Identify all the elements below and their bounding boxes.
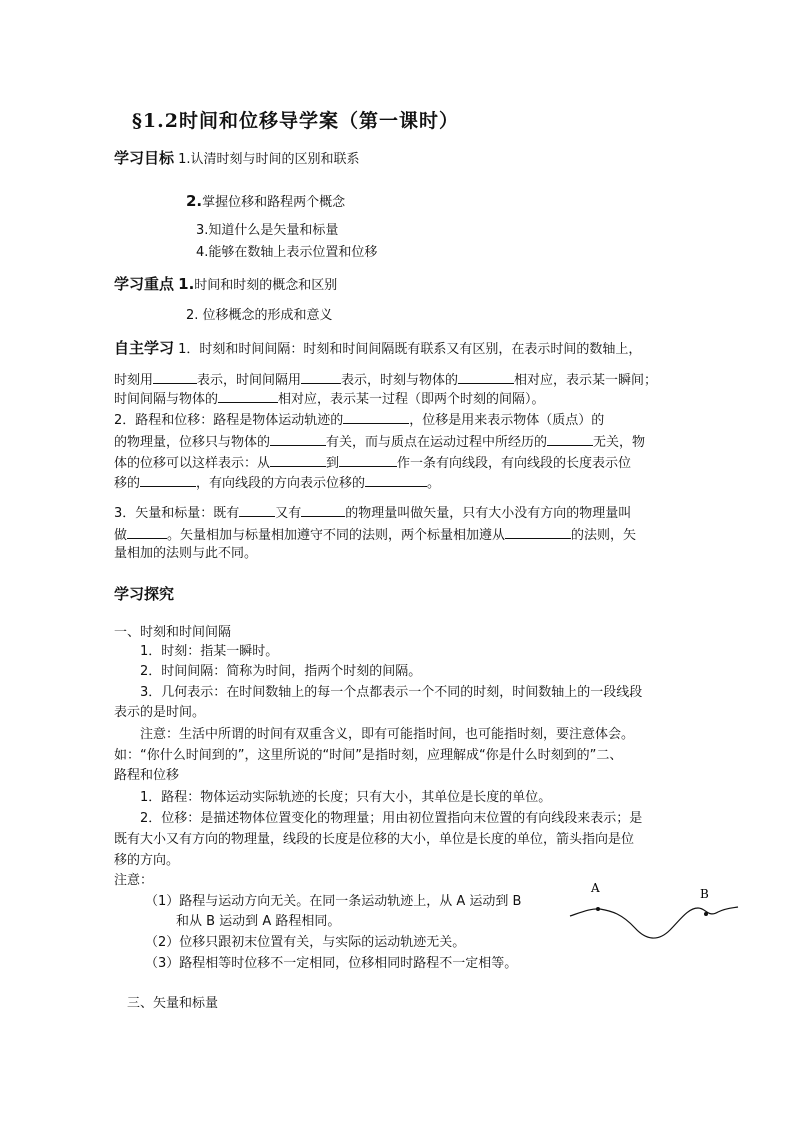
blank-field[interactable] (270, 433, 326, 446)
self-p3-line-3: 量相加的法则与此不同。 (114, 546, 258, 561)
blank-field[interactable] (505, 526, 571, 539)
trajectory-curve (570, 907, 738, 938)
goal-2-text: 掌握位移和路程两个概念 (202, 195, 346, 210)
text: 做 (114, 528, 128, 543)
note-item-1-line-2: 和从 B 运动到 A 路程相同。 (176, 914, 341, 929)
blank-field[interactable] (127, 526, 167, 539)
goal-2-number: 2. (186, 192, 203, 210)
blank-field[interactable] (339, 454, 397, 467)
text: 有关，而与质点在运动过程中所经历的 (326, 435, 548, 450)
text: 时间间隔与物体的 (114, 392, 219, 407)
text: 相对应，表示某一瞬间； (514, 373, 658, 388)
text: 表示，时刻与物体的 (341, 373, 459, 388)
text: 的物理量，位移只与物体的 (114, 435, 271, 450)
self-p1-text-1: 1．时刻和时间间隔：时刻和时间间隔既有联系又有区别，在表示时间的数轴上， (178, 342, 642, 357)
blank-field[interactable] (239, 504, 275, 517)
key-heading: 学习重点 (114, 275, 175, 293)
text: 表示，时间间隔用 (197, 373, 302, 388)
text: 的物理量叫做矢量，只有大小没有方向的物理量叫 (345, 506, 632, 521)
self-p2-line-1 (114, 411, 604, 429)
page-title: §1.2时间和位移导学案（第一课时） (132, 110, 459, 132)
goal-3: 3.知道什么是矢量和标量 (196, 223, 339, 238)
blank-field[interactable] (301, 504, 345, 517)
text: 移的 (114, 476, 141, 491)
section-3-heading: 三、矢量和标量 (127, 996, 219, 1011)
note-heading: 注意： (114, 873, 154, 888)
key-line-1 (114, 276, 337, 294)
text: 又有 (275, 506, 302, 521)
blank-field[interactable] (343, 411, 409, 424)
note-item-1-line-1: （1）路程与运动方向无关。在同一条运动轨迹上，从 A 运动到 B (145, 894, 522, 909)
self-heading: 自主学习 (114, 339, 175, 357)
text: ，有向线段的方向表示位移的 (196, 476, 366, 491)
s2-item-2-line-2: 既有大小又有方向的物理量，线段的长度是位移的大小，单位是长度的单位，箭头指向是位 (114, 832, 635, 847)
text: 的法则，矢 (571, 528, 637, 543)
text: ，位移是用来表示物体（质点）的 (409, 413, 605, 428)
self-p3-line-1 (114, 504, 631, 522)
blank-field[interactable] (218, 390, 278, 403)
text: 到 (326, 456, 340, 471)
blank-field[interactable] (547, 433, 593, 446)
self-p1-line-3 (114, 390, 545, 408)
text: 。矢量相加与标量相加遵守不同的法则，两个标量相加遵从 (167, 528, 506, 543)
self-p3-line-2 (114, 526, 636, 544)
point-a-dot (596, 907, 600, 911)
note-item-2: （2）位移只跟初末位置有关，与实际的运动轨迹无关。 (145, 935, 466, 950)
note-line-3: 路程和位移 (114, 768, 180, 783)
self-p2-line-2 (114, 433, 645, 451)
blank-field[interactable] (365, 474, 427, 487)
blank-field[interactable] (458, 371, 514, 384)
text: 体的位移可以这样表示：从 (114, 456, 271, 471)
key-1-number: 1. (178, 275, 195, 293)
text: 作一条有向线段，有向线段的长度表示位 (397, 456, 632, 471)
goal-2 (186, 193, 345, 211)
s2-item-2-line-1: 2．位移：是描述物体位置变化的物理量；用由初位置指向末位置的有向线段来表示；是 (140, 811, 643, 826)
s2-item-2-line-3: 移的方向。 (114, 853, 180, 868)
trajectory-figure (560, 878, 750, 948)
note-line-1: 注意：生活中所谓的时间有双重含义，即有可能指时间，也可能指时刻，要注意体会。 (140, 727, 635, 742)
key-1: 时间和时刻的概念和区别 (194, 278, 338, 293)
text: 时刻用 (114, 373, 154, 388)
self-p1-line-1 (114, 340, 641, 358)
s1-item-3-line-1: 3．几何表示：在时间数轴上的每一个点都表示一个不同的时刻，时间数轴上的一段线段 (140, 685, 643, 700)
s1-item-1: 1．时刻：指某一瞬时。 (140, 644, 279, 659)
self-p2-line-3 (114, 454, 631, 472)
s1-item-2: 2．时间间隔：简称为时间，指两个时刻的间隔。 (140, 664, 422, 679)
blank-field[interactable] (153, 371, 197, 384)
text: 2．路程和位移：路程是物体运动轨迹的 (114, 413, 344, 428)
self-p1-line-2 (114, 371, 657, 389)
point-b-dot (704, 912, 708, 916)
text: 。 (427, 476, 441, 491)
text: 无关，物 (593, 435, 646, 450)
self-p2-line-4 (114, 474, 440, 492)
goals-line-1 (114, 150, 360, 168)
blank-field[interactable] (270, 454, 326, 467)
point-a-label: A (591, 881, 600, 895)
explore-heading: 学习探究 (114, 585, 175, 603)
note-line-2: 如：“你什么时间到的”，这里所说的“时间”是指时刻，应理解成“你是什么时刻到的”二、 (114, 748, 623, 763)
key-2: 2. 位移概念的形成和意义 (186, 308, 333, 323)
goal-4: 4.能够在数轴上表示位置和位移 (196, 245, 378, 260)
point-b-label: B (700, 887, 709, 901)
note-item-3: （3）路程相等时位移不一定相同，位移相同时路程不一定相等。 (145, 956, 518, 971)
blank-field[interactable] (140, 474, 196, 487)
goal-1: 1.认清时刻与时间的区别和联系 (178, 152, 360, 167)
text: 3．矢量和标量：既有 (114, 506, 240, 521)
section-1-heading: 一、时刻和时间间隔 (114, 625, 232, 640)
text: 相对应，表示某一过程（即两个时刻的间隔）。 (278, 392, 545, 407)
s2-item-1: 1．路程：物体运动实际轨迹的长度；只有大小，其单位是长度的单位。 (140, 790, 552, 805)
goals-heading: 学习目标 (114, 149, 175, 167)
s1-item-3-line-2: 表示的是时间。 (114, 705, 206, 720)
blank-field[interactable] (301, 371, 341, 384)
